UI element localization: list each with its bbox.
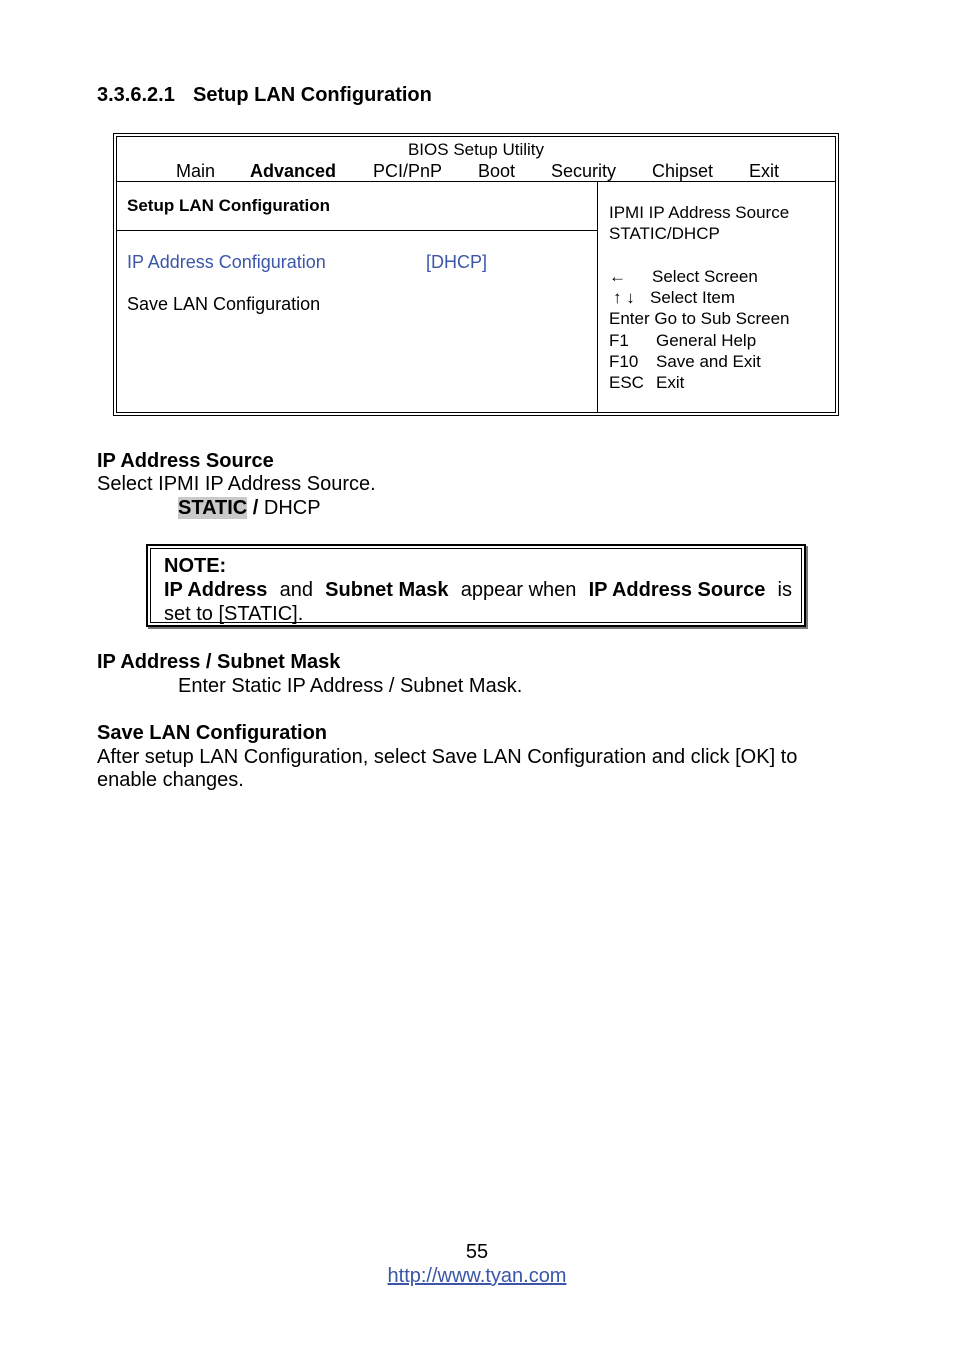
menu-main[interactable]: Main xyxy=(176,161,216,181)
bios-screen xyxy=(113,133,839,416)
ip-subnet-text: Enter Static IP Address / Subnet Mask. xyxy=(178,675,523,697)
ip-source-text: Select IPMI IP Address Source. xyxy=(97,473,376,495)
key-select-item: ↑ ↓ Select Item xyxy=(609,287,790,308)
menu-chipset[interactable]: Chipset xyxy=(652,161,714,181)
save-lan-text-1: After setup LAN Configuration, select Save LAN Configuration and click [OK] to xyxy=(97,746,798,768)
section-number: 3.3.6.2.1 xyxy=(97,84,175,106)
menu-security[interactable]: Security xyxy=(551,161,617,181)
help-line-1: IPMI IP Address Source xyxy=(609,203,790,222)
default-option: STATIC xyxy=(178,497,248,519)
page-number: 55 xyxy=(465,1241,489,1263)
save-lan-heading: Save LAN Configuration xyxy=(97,722,328,744)
help-panel xyxy=(609,202,790,394)
ip-subnet-heading: IP Address / Subnet Mask xyxy=(97,651,341,673)
ip-address-config-option[interactable]: IP Address Configuration xyxy=(127,252,326,272)
menu-boot[interactable]: Boot xyxy=(478,161,516,181)
section-heading xyxy=(97,84,432,107)
option-separator: / xyxy=(247,497,264,519)
ip-source-heading: IP Address Source xyxy=(97,450,274,472)
ip-source-options xyxy=(178,497,321,520)
key-save-exit: F10 Save and Exit xyxy=(609,352,761,372)
key-general-help: F1 General Help xyxy=(609,330,757,350)
key-sub-screen: Enter Go to Sub Screen xyxy=(609,309,790,329)
note-label: NOTE: xyxy=(164,555,227,577)
footer-link-wrap xyxy=(0,1265,954,1288)
key-select-screen: ← Select Screen xyxy=(609,266,758,286)
title-divider xyxy=(117,230,597,231)
other-option: DHCP xyxy=(263,497,321,519)
note-line-1: IP Address and Subnet Mask appear when IP Address Source is xyxy=(164,579,792,601)
menu-pcipnp[interactable]: PCI/PnP xyxy=(373,161,443,181)
website-link[interactable]: http://www.tyan.com xyxy=(387,1265,567,1287)
section-title: Setup LAN Configuration xyxy=(193,84,432,106)
menu-divider xyxy=(117,181,835,182)
menu-advanced[interactable]: Advanced xyxy=(250,161,337,181)
menu-exit[interactable]: Exit xyxy=(749,161,780,181)
panel-divider xyxy=(597,181,598,412)
bios-frame xyxy=(116,136,836,413)
bios-title: BIOS Setup Utility xyxy=(407,140,545,159)
key-exit: ESC Exit xyxy=(609,373,685,393)
help-line-2: STATIC/DHCP xyxy=(609,224,720,244)
note-line-2: set to [STATIC]. xyxy=(164,603,304,625)
panel-title: Setup LAN Configuration xyxy=(127,196,331,215)
save-lan-config-option[interactable]: Save LAN Configuration xyxy=(127,294,321,314)
note-text xyxy=(164,554,792,626)
ip-address-config-value[interactable]: [DHCP] xyxy=(426,252,488,272)
left-arrow-icon: ← xyxy=(609,266,626,286)
save-lan-text-2: enable changes. xyxy=(97,769,244,791)
up-down-arrow-icon: ↑ ↓ xyxy=(613,288,635,308)
note-box xyxy=(146,544,806,627)
